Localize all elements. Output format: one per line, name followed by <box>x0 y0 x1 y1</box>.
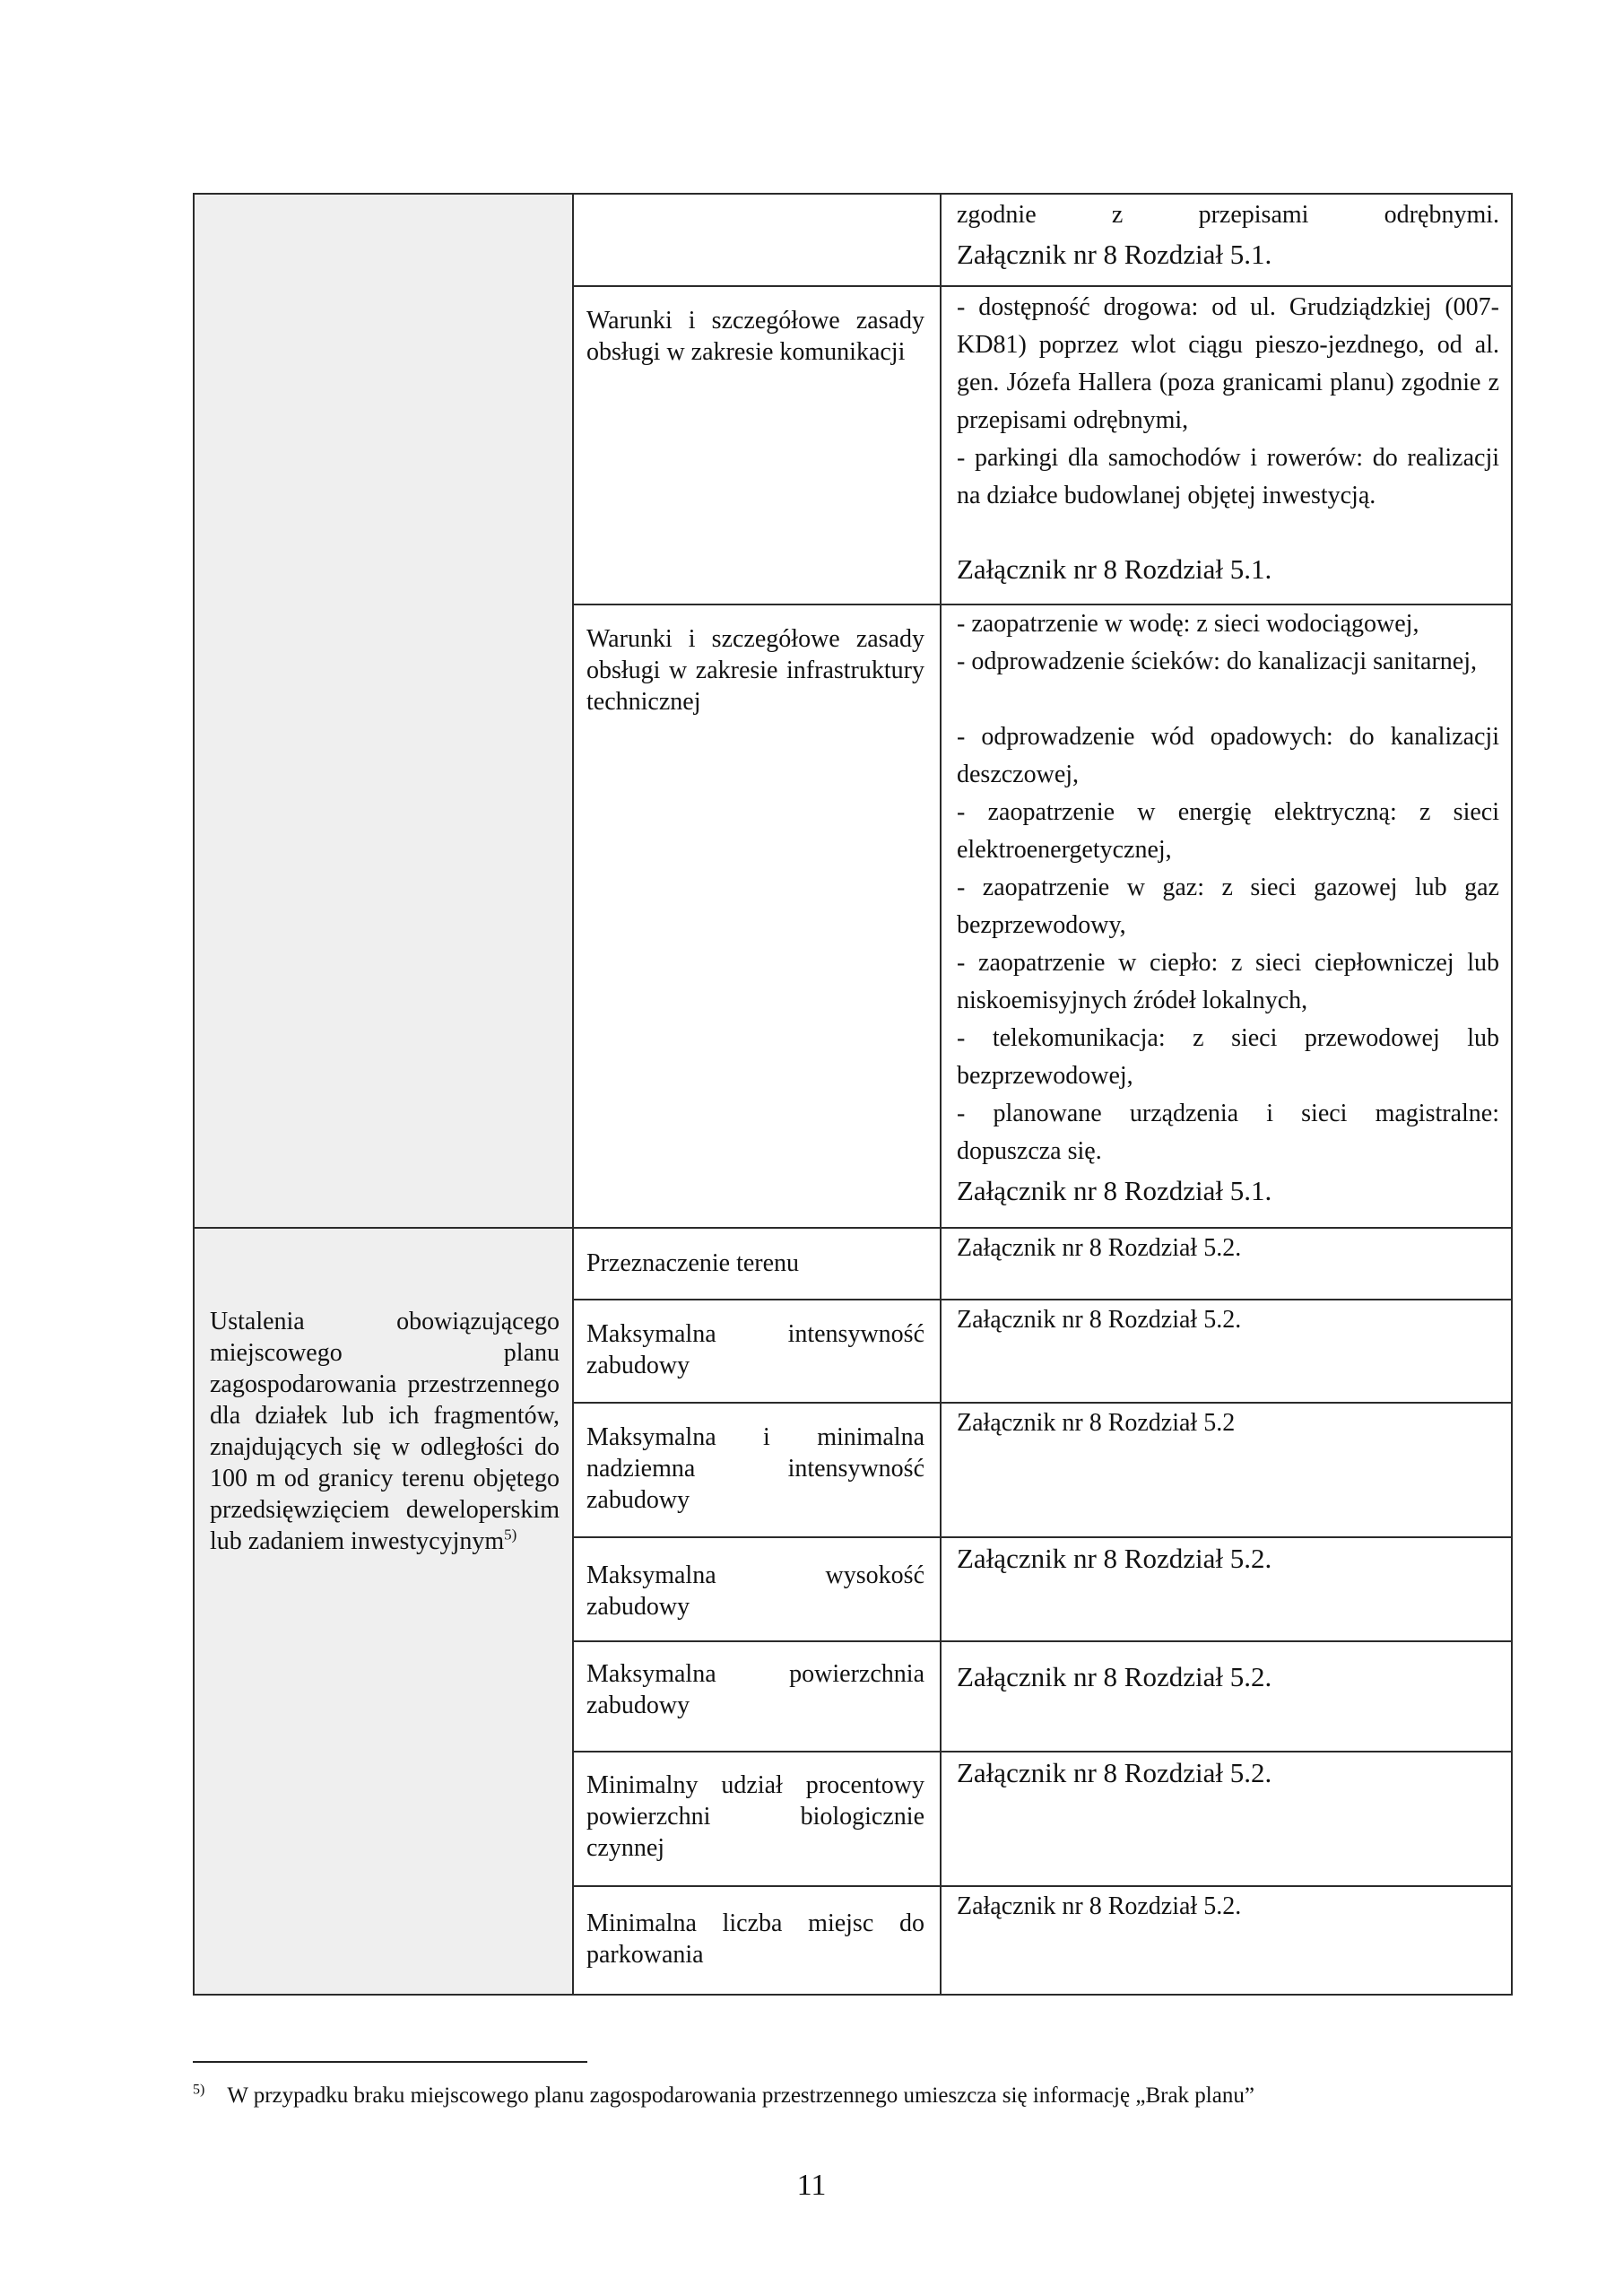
value-reference: Załącznik nr 8 Rozdział 5.2. <box>957 1757 1272 1788</box>
table-row-label <box>572 1536 942 1642</box>
table-row-label <box>572 1299 942 1404</box>
table-row-label <box>572 1885 942 1996</box>
table-row-label <box>572 1227 942 1300</box>
footnote <box>193 2081 1520 2111</box>
info-table <box>193 193 1513 1996</box>
value-text: zgodnie z przepisami odrębnymi. <box>957 201 1499 229</box>
value-reference: Załącznik nr 8 Rozdział 5.1. <box>957 1175 1272 1206</box>
table-row-value <box>940 1536 1513 1642</box>
footnote-text: W przypadku braku miejscowego planu zagospodarowania przestrzennego umieszcza się informację „Brak planu” <box>227 2083 1254 2108</box>
value-text: - telekomunikacja: z sieci przewodowej lub bezprzewodowej, <box>957 1024 1499 1090</box>
footnote-separator <box>193 2061 587 2063</box>
table-row-value <box>940 1402 1513 1538</box>
value-text: - zaopatrzenie w energię elektryczną: z sieci elektroenergetycznej, <box>957 798 1499 864</box>
row-label-text: Przeznaczenie terenu <box>586 1249 800 1277</box>
row-label-text: Maksymalna intensywność zabudowy <box>586 1320 924 1379</box>
table-row-label <box>572 1751 942 1887</box>
value-reference: Załącznik nr 8 Rozdział 5.1. <box>957 553 1272 585</box>
value-reference: Załącznik nr 8 Rozdział 5.1. <box>957 239 1272 270</box>
section-label <box>210 1306 560 1557</box>
table-row-value <box>940 1885 1513 1996</box>
value-reference: Załącznik nr 8 Rozdział 5.2. <box>957 1543 1272 1574</box>
page-number: 11 <box>796 2169 827 2202</box>
value-text: - parkingi dla samochodów i rowerów: do realizacji na działce budowlanej objętej inwestycją. <box>957 444 1499 509</box>
value-reference: Załącznik nr 8 Rozdział 5.2. <box>957 1234 1242 1262</box>
table-row-label <box>572 1402 942 1538</box>
row-label-text: Warunki i szczegółowe zasady obsługi w zakresie infrastruktury technicznej <box>586 625 924 716</box>
table-row-label <box>572 1640 942 1752</box>
table-row-label <box>572 285 942 605</box>
table-row-value <box>940 1751 1513 1887</box>
table-row-value <box>940 1227 1513 1300</box>
row-label-text: Maksymalna i minimalna nadziemna intensywność zabudowy <box>586 1423 924 1514</box>
row-label-text: Minimalna liczba miejsc do parkowania <box>586 1909 924 1969</box>
table-row-value <box>940 285 1513 605</box>
value-reference: Załącznik nr 8 Rozdział 5.2. <box>957 1306 1242 1334</box>
section-label-cell <box>193 1227 574 1996</box>
section-label-text: Ustalenia obowiązującego miejscowego planu zagospodarowania przestrzennego dla działek lub ich fragmentów, znajdujących się w odległości do 100 m od granicy terenu objętego przedsięwzięciem deweloperskim lub zadaniem inwestycyjnym <box>210 1308 560 1555</box>
table-row-label <box>572 604 942 1229</box>
footnote-marker: 5) <box>193 2082 205 2098</box>
table-row-value <box>940 604 1513 1229</box>
row-label-text: Maksymalna powierzchnia zabudowy <box>586 1660 924 1719</box>
value-reference: Załącznik nr 8 Rozdział 5.2 <box>957 1409 1236 1437</box>
row-label-text: Minimalny udział procentowy powierzchni biologicznie czynnej <box>586 1771 924 1862</box>
footnote-reference: 5) <box>504 1526 517 1544</box>
table-row-value <box>940 1299 1513 1404</box>
table-row-label <box>572 193 942 287</box>
value-reference: Załącznik nr 8 Rozdział 5.2. <box>957 1892 1242 1920</box>
value-text: - zaopatrzenie w wodę: z sieci wodociągowej, <box>957 610 1419 638</box>
value-text: - dostępność drogowa: od ul. Grudziądzkiej (007-KD81) poprzez wlot ciągu pieszo-jezdnego, od al. gen. Józefa Hallera (poza granicami planu) zgodnie z przepisami odrębnymi, <box>957 293 1499 434</box>
value-text: - zaopatrzenie w ciepło: z sieci ciepłowniczej lub niskoemisyjnych źródeł lokalnych, <box>957 949 1499 1014</box>
value-text: - planowane urządzenia i sieci magistralne: dopuszcza się. <box>957 1100 1499 1165</box>
row-label-text: Maksymalna wysokość zabudowy <box>586 1561 924 1621</box>
table-row-value <box>940 1640 1513 1752</box>
value-text: - odprowadzenie wód opadowych: do kanalizacji deszczowej, <box>957 723 1499 788</box>
value-reference: Załącznik nr 8 Rozdział 5.2. <box>957 1661 1272 1692</box>
table-cell-empty <box>193 193 574 1229</box>
value-text: - zaopatrzenie w gaz: z sieci gazowej lub gaz bezprzewodowy, <box>957 874 1499 939</box>
row-label-text: Warunki i szczegółowe zasady obsługi w zakresie komunikacji <box>586 307 924 366</box>
value-text: - odprowadzenie ścieków: do kanalizacji sanitarnej, <box>957 648 1477 675</box>
table-row-value <box>940 193 1513 287</box>
